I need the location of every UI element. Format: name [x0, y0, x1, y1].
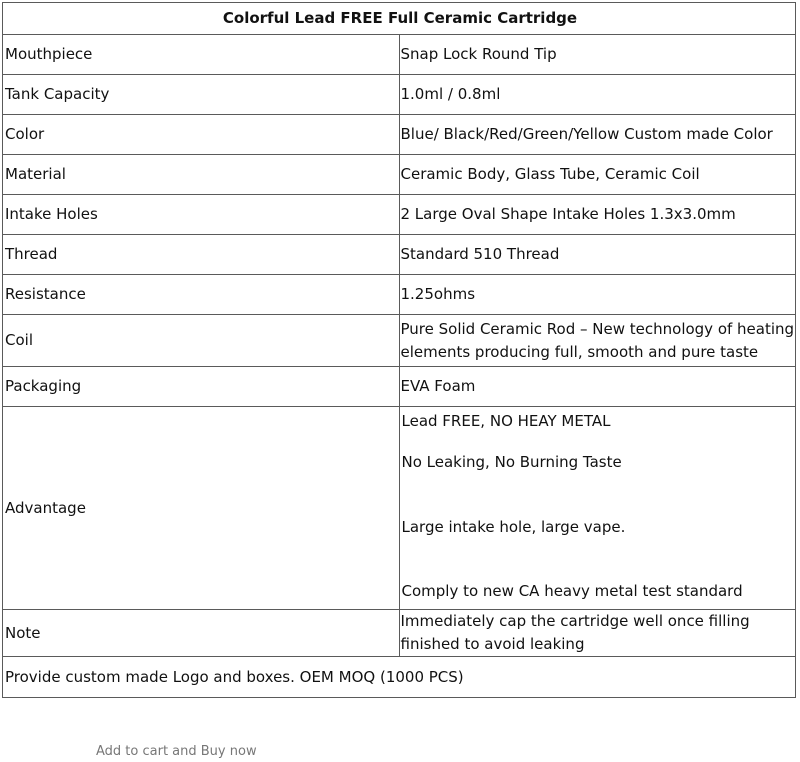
row-value-resistance: 1.25ohms — [399, 275, 796, 315]
table-row — [3, 367, 796, 407]
row-value-intake-holes: 2 Large Oval Shape Intake Holes 1.3x3.0mm — [399, 195, 796, 235]
table-row — [3, 75, 796, 115]
row-value-mouthpiece: Snap Lock Round Tip — [399, 35, 796, 75]
row-value-tank-capacity: 1.0ml / 0.8ml — [399, 75, 796, 115]
advantage-list — [400, 407, 796, 609]
row-label-advantage: Advantage — [3, 407, 400, 610]
table-row — [3, 155, 796, 195]
advantage-item: No Leaking, No Burning Taste — [401, 453, 622, 471]
table-title: Colorful Lead FREE Full Ceramic Cartridge — [3, 3, 796, 35]
row-label-thread: Thread — [3, 235, 400, 275]
row-label-tank-capacity: Tank Capacity — [3, 75, 400, 115]
table-row — [3, 275, 796, 315]
table-row — [3, 35, 796, 75]
row-value-advantage — [399, 407, 796, 610]
table-row — [3, 115, 796, 155]
table-row — [3, 195, 796, 235]
row-label-intake-holes: Intake Holes — [3, 195, 400, 235]
row-value-thread: Standard 510 Thread — [399, 235, 796, 275]
row-value-packaging: EVA Foam — [399, 367, 796, 407]
row-value-note: Immediately cap the cartridge well once filling finished to avoid leaking — [399, 610, 796, 657]
table-row — [3, 657, 796, 698]
advantage-item: Lead FREE, NO HEAY METAL — [401, 412, 611, 430]
table-row — [3, 407, 796, 610]
table-row — [3, 235, 796, 275]
row-label-coil: Coil — [3, 315, 400, 367]
row-value-coil: Pure Solid Ceramic Rod – New technology of heating elements producing full, smooth and pure taste — [399, 315, 796, 367]
table-row — [3, 610, 796, 657]
row-label-note: Note — [3, 610, 400, 657]
footer-cell: Provide custom made Logo and boxes. OEM MOQ (1000 PCS) — [3, 657, 796, 698]
advantage-item: Large intake hole, large vape. — [401, 518, 626, 536]
row-label-resistance: Resistance — [3, 275, 400, 315]
row-value-color: Blue/ Black/Red/Green/Yellow Custom made Color — [399, 115, 796, 155]
advantage-item: Comply to new CA heavy metal test standard — [401, 582, 743, 600]
cut-off-text: Add to cart and Buy now — [96, 744, 257, 759]
row-label-mouthpiece: Mouthpiece — [3, 35, 400, 75]
table-row — [3, 315, 796, 367]
spec-table — [2, 2, 796, 698]
row-value-material: Ceramic Body, Glass Tube, Ceramic Coil — [399, 155, 796, 195]
row-label-material: Material — [3, 155, 400, 195]
row-label-packaging: Packaging — [3, 367, 400, 407]
row-label-color: Color — [3, 115, 400, 155]
